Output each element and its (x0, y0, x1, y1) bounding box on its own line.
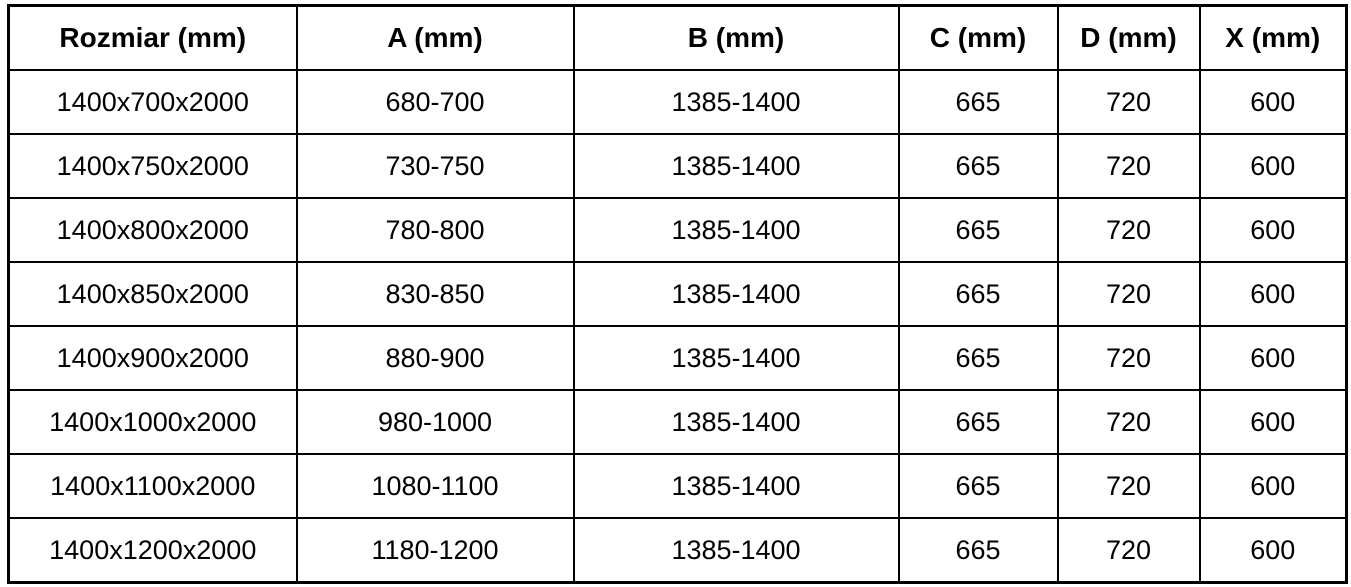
table-cell: 1385-1400 (574, 198, 899, 262)
table-cell: 1400x750x2000 (9, 134, 297, 198)
table-cell: 720 (1058, 70, 1200, 134)
column-header-x: X (mm) (1200, 6, 1347, 71)
table-cell: 1400x700x2000 (9, 70, 297, 134)
table-cell: 720 (1058, 326, 1200, 390)
table-cell: 980-1000 (297, 390, 574, 454)
table-cell: 720 (1058, 390, 1200, 454)
size-spec-table (7, 4, 1348, 584)
table-cell: 665 (899, 454, 1058, 518)
table-cell: 665 (899, 134, 1058, 198)
table-cell: 665 (899, 70, 1058, 134)
table-cell: 1385-1400 (574, 70, 899, 134)
table-cell: 665 (899, 326, 1058, 390)
table-cell: 1385-1400 (574, 326, 899, 390)
table-cell: 780-800 (297, 198, 574, 262)
column-header-rozmiar: Rozmiar (mm) (9, 6, 297, 71)
table-cell: 1385-1400 (574, 390, 899, 454)
column-header-c: C (mm) (899, 6, 1058, 71)
table-cell: 665 (899, 262, 1058, 326)
table-cell: 665 (899, 390, 1058, 454)
table-row (9, 70, 1347, 134)
table-cell: 1400x850x2000 (9, 262, 297, 326)
table-row (9, 454, 1347, 518)
table-cell: 720 (1058, 454, 1200, 518)
table-cell: 730-750 (297, 134, 574, 198)
table-cell: 600 (1200, 70, 1347, 134)
table-row (9, 134, 1347, 198)
table-row (9, 326, 1347, 390)
table-cell: 600 (1200, 518, 1347, 583)
table-row (9, 518, 1347, 583)
table-cell: 600 (1200, 134, 1347, 198)
table-cell: 1385-1400 (574, 454, 899, 518)
column-header-a: A (mm) (297, 6, 574, 71)
table-cell: 720 (1058, 262, 1200, 326)
table-cell: 1400x800x2000 (9, 198, 297, 262)
table-cell: 665 (899, 518, 1058, 583)
table-header-row (9, 6, 1347, 71)
column-header-b: B (mm) (574, 6, 899, 71)
table-cell: 1400x900x2000 (9, 326, 297, 390)
table-cell: 600 (1200, 326, 1347, 390)
table-cell: 600 (1200, 198, 1347, 262)
table-cell: 600 (1200, 454, 1347, 518)
table-cell: 720 (1058, 198, 1200, 262)
table-row (9, 262, 1347, 326)
table-cell: 1385-1400 (574, 262, 899, 326)
table-cell: 880-900 (297, 326, 574, 390)
table-cell: 600 (1200, 262, 1347, 326)
table-cell: 720 (1058, 518, 1200, 583)
table-cell: 1080-1100 (297, 454, 574, 518)
table-row (9, 198, 1347, 262)
table-row (9, 390, 1347, 454)
table-cell: 665 (899, 198, 1058, 262)
table-cell: 720 (1058, 134, 1200, 198)
table-cell: 1400x1200x2000 (9, 518, 297, 583)
table-cell: 830-850 (297, 262, 574, 326)
table-cell: 1385-1400 (574, 134, 899, 198)
table-cell: 680-700 (297, 70, 574, 134)
table-cell: 1385-1400 (574, 518, 899, 583)
table-cell: 600 (1200, 390, 1347, 454)
table-cell: 1400x1000x2000 (9, 390, 297, 454)
table-cell: 1180-1200 (297, 518, 574, 583)
table-cell: 1400x1100x2000 (9, 454, 297, 518)
column-header-d: D (mm) (1058, 6, 1200, 71)
